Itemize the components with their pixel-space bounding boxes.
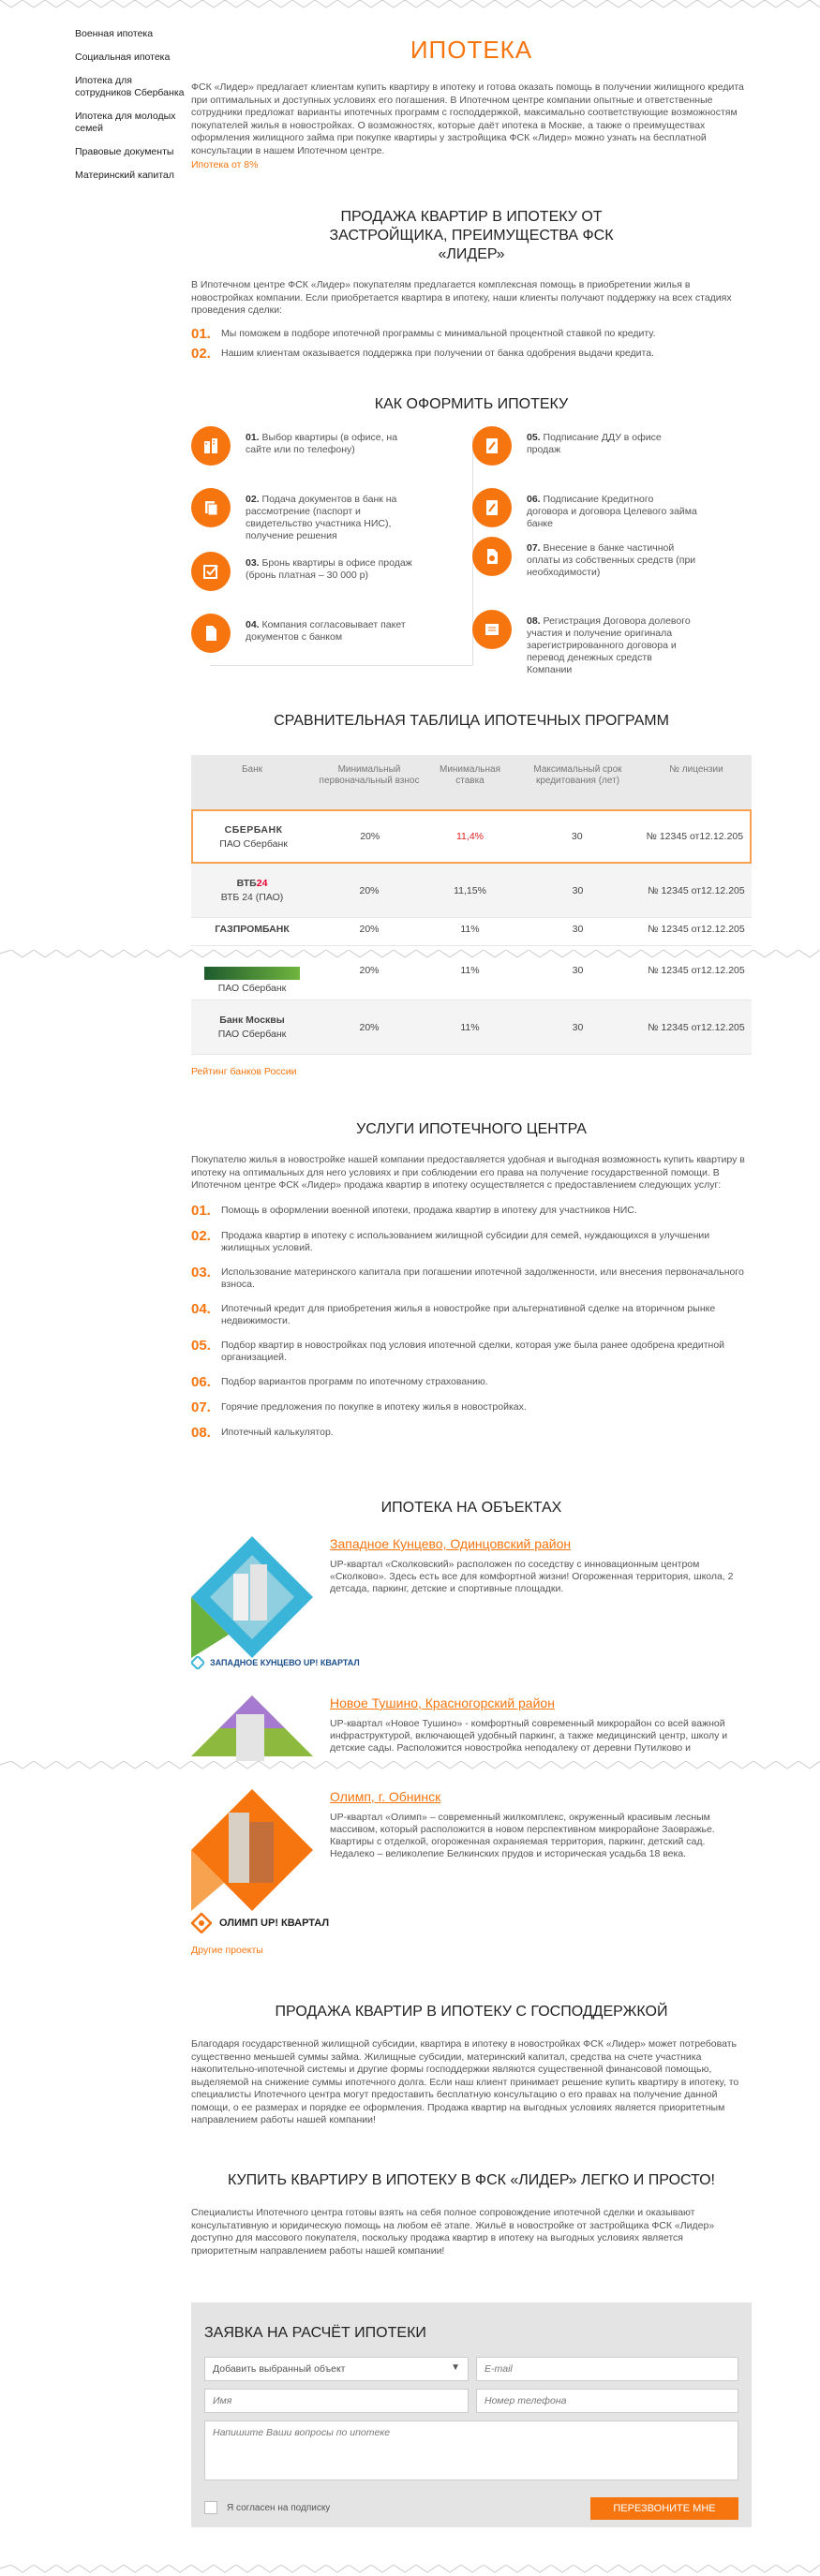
list-number: 04. [191,1300,211,1317]
object-logo [191,1913,329,1933]
torn-edge [0,950,820,961]
list-item [191,347,752,361]
bank-name: ВТБ 24 (ПАО) [220,892,284,903]
nav-item-legal-documents[interactable]: Правовые документы [75,146,174,157]
sale-text: В Ипотечном центре ФСК «Лидер» покупателям предлагается комплексная помощь в приобретении жилья в новостройках компании. Если приобретается квартира в ипотеку, наши клиенты получают поддержку на всех стадиях проведения сделки: [191,279,732,316]
object-image[interactable] [191,1536,313,1658]
step-text: Подписание ДДУ в офисе продаж [527,432,662,455]
step-text: Выбор квартиры (в офисе, на сайте или по телефону) [246,432,398,455]
table-row[interactable] [191,809,752,864]
easy-section [191,2171,752,2258]
list-item [191,1302,752,1327]
list-number: 05. [191,1337,211,1354]
step-item [191,552,416,591]
mortgage-8-link[interactable]: Ипотека от 8% [191,159,259,170]
list-number: 07. [191,1399,211,1415]
list-text: Мы поможем в подборе ипотечной программы с минимальной процентной ставкой по кредиту. [221,327,656,339]
list-item [191,1375,752,1389]
list-number: 01. [191,325,211,342]
object-logo [191,1656,360,1669]
list-text: Ипотечный кредит для приобретения жилья в новостройке при альтернативной сделке на вторичном рынке недвижимости. [221,1302,716,1326]
list-item [191,1266,752,1291]
diamond-logo-icon [191,1656,204,1669]
header-license: № лицензии [669,764,723,775]
objects-title: ИПОТЕКА НА ОБЪЕКТАХ [380,1500,562,1516]
list-item [191,1426,752,1440]
step-item [472,426,697,466]
services-text: Покупателю жилья в новостройке нашей компании предоставляется удобная и выгодная возможность купить квартиру в ипотеку на оптимальных для него условиях и при соблюдении его права на получение государственной помощи. В Ипотечном центре ФСК «Лидер» продажа квартир в ипотеку осуществляется с предоставлением следующих услуг: [191,1154,745,1191]
consent-checkbox[interactable] [204,2501,217,2514]
list-item [191,1400,752,1414]
sale-title: ПРОДАЖА КВАРТИР В ИПОТЕКУ ОТ ЗАСТРОЙЩИКА, ПРЕИМУЩЕСТВА ФСК «ЛИДЕР» [329,209,614,262]
list-item [191,327,752,341]
step-item [191,614,416,653]
bank-name: ПАО Сбербанк [219,837,288,850]
subscription-consent[interactable] [204,2501,330,2514]
step-item [191,488,416,542]
fee-cell: 20% [359,884,380,896]
list-number: 02. [191,345,211,362]
header-bank: Банк [241,764,263,775]
callback-button[interactable]: ПЕРЕЗВОНИТЕ МНЕ [590,2497,738,2520]
object-card [191,1695,752,1761]
step-number: 06. [527,494,541,505]
step-number: 03. [246,557,260,569]
step-text: Регистрация Договора долевого участия и получение оригинала зарегистрированного договора и перевод денежных средств Компании [527,615,691,675]
table-row[interactable] [191,965,752,1000]
list-item [191,1229,752,1254]
list-number: 01. [191,1202,211,1219]
torn-edge [0,1761,820,1772]
sale-section [191,208,752,366]
fee-cell: 20% [360,831,380,842]
fee-cell: 20% [359,924,380,935]
vtb24-logo: ВТБ24 [236,878,268,889]
connector-line [210,665,472,666]
how-title: КАК ОФОРМИТЬ ИПОТЕКУ [374,396,569,412]
pen-icon [472,426,512,466]
step-item [472,537,697,579]
list-text: Горячие предложения по покупке в ипотеку жилья в новостройках. [221,1400,527,1413]
page-title: ИПОТЕКА [410,36,533,64]
services-title: УСЛУГИ ИПОТЕЧНОГО ЦЕНТРА [356,1121,587,1137]
term-cell: 30 [572,1021,584,1033]
rate-cell: 11% [460,1021,480,1033]
payment-icon [472,537,512,576]
nav-item-maternity-capital[interactable]: Материнский капитал [75,170,174,181]
step-number: 05. [527,432,541,443]
rate-cell: 11% [460,924,480,935]
step-number: 07. [527,542,541,554]
term-cell: 30 [572,965,584,976]
comparison-table-continued [191,965,752,1077]
gov-section [191,2003,752,2127]
list-item [191,1339,752,1364]
easy-title: КУПИТЬ КВАРТИРУ В ИПОТЕКУ В ФСК «ЛИДЕР» ЛЕГКО И ПРОСТО! [228,2172,715,2188]
chevron-down-icon: ▼ [451,2362,460,2373]
header-rate: Минимальная ставка [439,764,500,786]
nav-item-military-mortgage[interactable]: Военная ипотека [75,28,154,39]
gov-text: Благодаря государственной жилищной субсидии, квартира в ипотеку в новостройках ФСК «Лидер» может потребовать существенно меньшей суммы займа. Жилищные субсидии, материнский капитал, средства на счете участника накопительно-ипотечной системы и другие формы господдержки являются существенной финансовой помощью, выделяемой на снижение суммы ипотечного долга. Если наш клиент принимает решение купить квартиру в ипотеку, то специалисты Ипотечного центра могут предоставить бесплатную консультацию о его правах на получение данной помощи, о ее размерах и порядке ее оформления. Продажа квартир на выгодных условиях является приоритетным направлением работы нашей компании! [191,2038,739,2125]
phone-field[interactable]: Номер телефона [476,2389,738,2413]
step-item [472,488,697,530]
object-title-link[interactable]: Новое Тушино, Красногорский район [330,1695,555,1710]
step-text: Внесение в банке частичной оплаты из собственных средств (при необходимости) [527,542,696,578]
mortgage-request-form [191,2302,752,2527]
object-select[interactable] [204,2357,469,2381]
object-card [191,1536,752,1677]
term-cell: 30 [571,831,583,842]
gov-title: ПРОДАЖА КВАРТИР В ИПОТЕКУ С ГОСПОДДЕРЖКОЙ [275,2004,668,2020]
header-term: Максимальный срок кредитования (лет) [533,764,622,786]
object-description: UP-квартал «Новое Тушино» - комфортный современный микрорайон со всей важной инфраструктурой, включающей удобный паркинг, а также медицинский центр, школу и детские сады. Расположится новостройка неподалеку от деревни Путилково и [330,1718,728,1754]
list-number: 06. [191,1373,211,1390]
object-image[interactable] [191,1789,313,1911]
object-card [191,1789,752,1956]
step-item [191,426,416,466]
list-item [191,1204,752,1218]
list-text: Ипотечный калькулятор. [221,1426,334,1438]
checkbox-icon [191,552,231,591]
object-title-link[interactable]: Олимп, г. Обнинск [330,1789,441,1804]
fee-cell: 20% [359,1021,380,1033]
header-section [191,36,752,170]
list-number: 08. [191,1424,211,1441]
compare-section [191,712,752,731]
email-field[interactable]: E-mail [476,2357,738,2381]
torn-edge-top [0,0,820,11]
torn-edge-bottom [0,2565,820,2576]
object-description: UP-квартал «Олимп» – современный жилкомплекс, окруженный красивым лесным массивом, который расположится в новом перспективном микрорайоне Заовражье. Квартиры с отделкой, огороженная охраняемая территория, паркинг, детский сад. Недалеко – великолепие Белкинских прудов и историческая усадьба 18 века. [330,1812,715,1859]
rate-cell: 11,4% [456,831,484,842]
bank-name: ПАО Сбербанк [217,1029,287,1040]
objects-section [191,1499,752,1517]
header-fee: Минимальный первоначальный взнос [319,764,420,786]
registration-icon [472,610,512,649]
gazprombank-logo: ГАЗПРОМБАНК [215,924,290,935]
object-select-value: Добавить выбранный объект [213,2363,346,2375]
step-text: Компания согласовывает пакет документов с банком [246,619,406,643]
question-textarea[interactable]: Напишите Ваши вопросы по ипотеке [204,2421,738,2480]
intro-text: ФСК «Лидер» предлагает клиентам купить квартиру в ипотеку и готова оказать помощь в получении жилищного кредита при оптимальных и доступных условиях его погашения. В Ипотечном центре компании опытные и ответственные сотрудники предложат варианты ипотечных программ с господдержкой, максимально соответствующие возможностям покупателей жилья в новостройках. О возможностях, которые даёт ипотека в Москве, а также о преимуществах оформления жилищного займа при покупке квартиры у застройщика ФСК «Лидер» можно узнать на бесплатной консультации в нашем Ипотечном центре. [191,81,744,156]
name-field[interactable]: Имя [204,2389,469,2413]
bank-moscow-logo: Банк Москвы [219,1014,285,1026]
table-row[interactable] [191,864,752,918]
list-text: Продажа квартир в ипотеку с использованием жилищной субсидии для семей, нуждающихся в улучшении жилищных условий. [221,1229,710,1253]
license-cell: № 12345 от12.12.205 [648,1021,745,1033]
list-text: Нашим клиентам оказывается поддержка при получении от банка одобрения выдачи кредита. [221,347,654,359]
table-row[interactable] [191,1000,752,1055]
term-cell: 30 [572,884,584,896]
list-text: Использование материнского капитала при погашении ипотечной задолженности, или внесения первоначального взноса. [221,1266,744,1290]
table-row[interactable] [191,918,752,946]
list-text: Подбор квартир в новостройках под условия ипотечной сделки, которая уже была ранее одобрена кредитной организацией. [221,1339,725,1363]
signature-icon [472,488,512,527]
document-icon [191,614,231,653]
object-description: UP-квартал «Сколковский» расположен по соседству с инновационным центром «Сколково». Здесь есть все для комфортной жизни! Огороженная территория, школа, 2 детсада, паркинг, детские и спортивные площадки. [330,1559,734,1594]
comparison-table [191,755,752,946]
bank-rating-link[interactable]: Рейтинг банков России [191,1066,297,1077]
nav-item-sberbank-employees[interactable]: Ипотека для сотрудников Сбербанка [75,75,185,98]
sberbank-logo: СБЕРБАНК [224,823,283,836]
rate-cell: 11% [460,965,480,976]
object-logo-text: ОЛИМП UP! КВАРТАЛ [219,1917,330,1929]
step-number: 04. [246,619,260,630]
term-cell: 30 [572,924,584,935]
documents-icon [191,488,231,527]
license-cell: № 12345 от12.12.205 [648,924,745,935]
consent-label: Я согласен на подписку [227,2502,331,2513]
step-text: Подписание Кредитного договора и договора Целевого займа банке [527,494,697,529]
step-text: Бронь квартиры в офисе продаж (бронь платная – 30 000 р) [246,557,412,581]
other-projects-link[interactable]: Другие проекты [191,1945,263,1956]
list-text: Подбор вариантов программ по ипотечному страхованию. [221,1375,488,1387]
list-number: 03. [191,1264,211,1281]
license-cell: № 12345 от12.12.205 [646,831,744,842]
olimp-logo-icon [191,1913,212,1933]
step-number: 08. [527,615,541,627]
building-icon [191,426,231,466]
license-cell: № 12345 от12.12.205 [648,965,745,976]
list-number: 02. [191,1227,211,1244]
step-number: 02. [246,494,260,505]
fee-cell: 20% [359,965,380,976]
table-header [191,755,752,809]
rate-cell: 11,15% [454,884,486,896]
nav-item-social-mortgage[interactable]: Социальная ипотека [75,52,171,63]
easy-text: Специалисты Ипотечного центра готовы взять на себя полное сопровождение ипотечной сделки и оказывают консультативную и юридическую помощь на любом её этапе. Жильё в новостройке от застройщика ФСК «Лидер» доступно для массового покупателя, поскольку продажа квартир в ипотеку на выгодных условиях является приоритетным направлением работы нашей компании! [191,2207,715,2257]
license-cell: № 12345 от12.12.205 [648,884,745,896]
object-logo-text: ЗАПАДНОЕ КУНЦЕВО UP! КВАРТАЛ [210,1658,360,1667]
object-title-link[interactable]: Западное Кунцево, Одинцовский район [330,1536,572,1551]
steps-diagram [191,426,752,679]
step-number: 01. [246,432,260,443]
how-section [191,395,752,414]
nav-item-young-families[interactable]: Ипотека для молодых семей [75,111,176,134]
form-title: ЗАЯВКА НА РАСЧЁТ ИПОТЕКИ [204,2325,426,2341]
object-image[interactable] [191,1695,313,1761]
step-text: Подача документов в банк на рассмотрение (паспорт и свидетельство участника НИС), получение решения [246,494,397,541]
list-text: Помощь в оформлении военной ипотеки, продажа квартир в ипотеку для участников НИС. [221,1204,637,1216]
compare-title: СРАВНИТЕЛЬНАЯ ТАБЛИЦА ИПОТЕЧНЫХ ПРОГРАММ [274,713,669,729]
services-section [191,1120,752,1451]
step-item [472,610,697,676]
side-navigation [75,28,187,193]
bank-name: ПАО Сбербанк [217,983,287,994]
bank-logo-graphic [204,967,300,980]
